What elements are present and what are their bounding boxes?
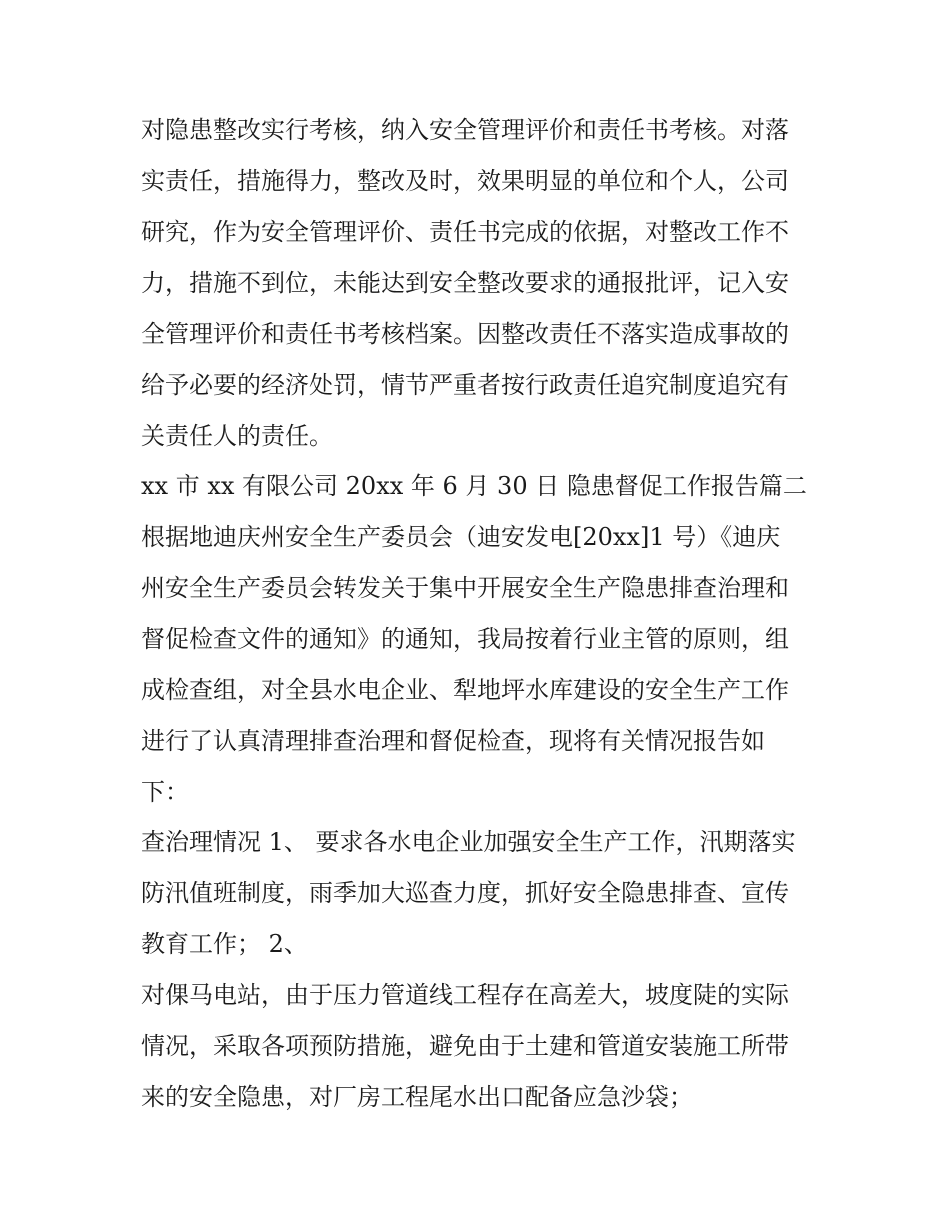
text-line: 防汛值班制度，雨季加大巡查力度，抓好安全隐患排查、宣传	[141, 879, 789, 907]
text-line: 全管理评价和责任书考核档案。因整改责任不落实造成事故的	[141, 320, 789, 348]
text-line: 下：	[141, 778, 189, 806]
text-line: 力，措施不到位，未能达到安全整改要求的通报批评，记入安	[141, 269, 789, 297]
section-heading	[141, 461, 821, 512]
text-line: 对倮马电站，由于压力管道线工程存在高差大，坡度陡的实际	[141, 981, 789, 1009]
text-line: 查治理情况 1、 要求各水电企业加强安全生产工作，汛期落实	[141, 828, 796, 856]
text-line: 督促检查文件的通知》的通知，我局按着行业主管的原则，组	[141, 625, 789, 653]
text-line: 对隐患整改实行考核，纳入安全管理评价和责任书考核。对落	[141, 116, 789, 144]
text-line: 给予必要的经济处罚，情节严重者按行政责任追究制度追究有	[141, 371, 789, 399]
paragraph-governance-status	[141, 817, 821, 970]
text-line: 情况，采取各项预防措施，避免由于土建和管道安装施工所带	[141, 1032, 789, 1060]
heading-line: xx 市 xx 有限公司 20xx 年 6 月 30 日 隐患督促工作报告篇二	[141, 472, 807, 500]
paragraph-inspection-basis	[141, 512, 821, 818]
text-line: 研究，作为安全管理评价、责任书完成的依据，对整改工作不	[141, 218, 789, 246]
text-line: 成检查组，对全县水电企业、犁地坪水库建设的安全生产工作	[141, 676, 789, 704]
text-line: 进行了认真清理排查治理和督促检查，现将有关情况报告如	[141, 727, 765, 755]
text-line: 根据地迪庆州安全生产委员会（迪安发电[20xx]1 号）《迪庆	[141, 523, 781, 551]
text-line: 关责任人的责任。	[141, 422, 333, 450]
paragraph-rectification-assessment	[141, 105, 821, 462]
text-line: 实责任，措施得力，整改及时，效果明显的单位和个人，公司	[141, 167, 789, 195]
text-line: 州安全生产委员会转发关于集中开展安全生产隐患排查治理和	[141, 574, 789, 602]
text-line: 来的安全隐患，对厂房工程尾水出口配备应急沙袋；	[141, 1083, 693, 1111]
text-line: 教育工作； 2、	[141, 930, 308, 958]
paragraph-power-station	[141, 970, 821, 1123]
